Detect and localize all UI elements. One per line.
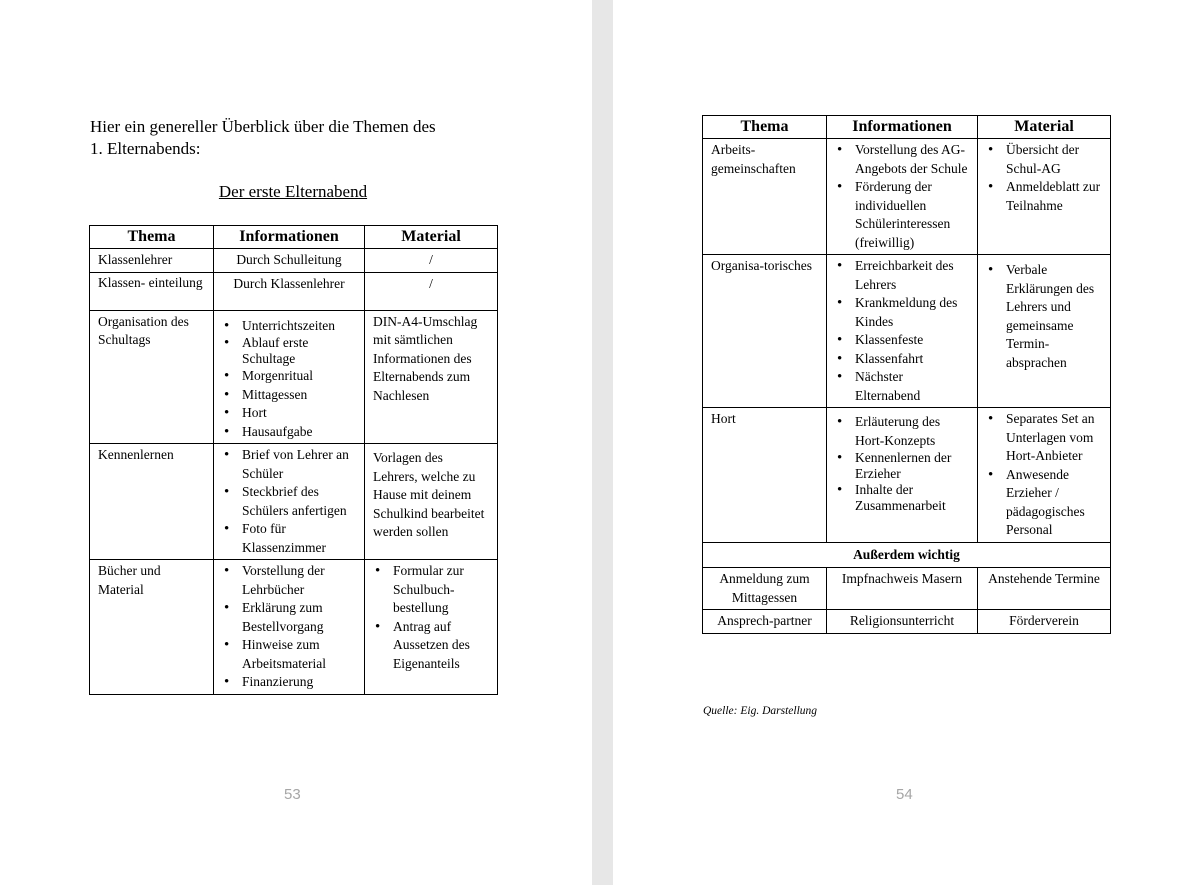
cell-info (214, 310, 365, 444)
cell-extra: Anstehende Termine (978, 568, 1111, 610)
cell-thema: Organisation des Schultags (90, 310, 214, 444)
list-item: • Steckbrief des Schülers anfertigen (222, 483, 356, 520)
table-header-row (703, 116, 1111, 139)
table-row (703, 255, 1111, 408)
material-list (373, 562, 489, 673)
cell-extra: Impfnachweis Masern (827, 568, 978, 610)
intro-paragraph (90, 116, 500, 160)
list-item: • Verbale Erklärungen des Lehrers und gemeinsame Termin-absprachen (986, 261, 1102, 372)
source-note: Quelle: Eig. Darstellung (703, 705, 818, 717)
cell-thema: Bücher und Material (90, 560, 214, 695)
section-row (703, 542, 1111, 568)
table-row (703, 568, 1111, 610)
elternabend-table-right (702, 115, 1111, 634)
header-thema: Thema (90, 226, 214, 249)
cell-extra: Ansprech-partner (703, 610, 827, 634)
table-title: Der erste Elternabend (218, 182, 368, 201)
document-page-53 (0, 0, 592, 885)
page-number: 53 (284, 786, 301, 803)
list-item: • Finanzierung (222, 673, 356, 692)
cell-material: / (365, 249, 498, 273)
cell-info (827, 408, 978, 543)
list-item: • Hinweise zum Arbeitsmaterial (222, 636, 356, 673)
table-row (90, 249, 498, 273)
cell-material: DIN-A4-Umschlag mit sämtlichen Informationen des Elternabends zum Nachlesen (365, 310, 498, 444)
table-row (703, 139, 1111, 255)
info-list (835, 413, 969, 514)
elternabend-table-left (89, 225, 498, 695)
list-item: • Förderung der individuellen Schülerinteressen (freiwillig) (835, 178, 969, 252)
list-item: • Formular zur Schulbuch-bestellung (373, 562, 489, 618)
list-item: • Foto für Klassenzimmer (222, 520, 356, 557)
cell-thema: Arbeits-gemeinschaften (703, 139, 827, 255)
list-item: • Vorstellung der Lehrbücher (222, 562, 356, 599)
table-row (90, 310, 498, 444)
table-row (90, 272, 498, 310)
list-item: • Inhalte der Zusammenarbeit (835, 482, 969, 514)
cell-material: / (365, 272, 498, 310)
cell-info (214, 560, 365, 695)
material-list (986, 261, 1102, 372)
cell-info (827, 139, 978, 255)
cell-info: Durch Klassenlehrer (214, 272, 365, 310)
info-list (835, 141, 969, 252)
list-item: • Ablauf erste Schultage (222, 335, 356, 367)
cell-material (978, 139, 1111, 255)
list-item: • Klassenfeste (835, 331, 969, 350)
list-item: • Separates Set an Unterlagen vom Hort-Anbieter (986, 410, 1102, 466)
cell-material (978, 255, 1111, 408)
material-list (986, 410, 1102, 540)
cell-thema: Kennenlernen (90, 444, 214, 560)
list-item: • Morgenritual (222, 367, 356, 386)
header-material: Material (978, 116, 1111, 139)
list-item: • Erklärung zum Bestellvorgang (222, 599, 356, 636)
list-item: • Hort (222, 404, 356, 423)
list-item: • Erläuterung des Hort-Konzepts (835, 413, 969, 450)
list-item: • Brief von Lehrer an Schüler (222, 446, 356, 483)
info-list (222, 317, 356, 442)
list-item: • Mittagessen (222, 386, 356, 405)
list-item: • Unterrichtszeiten (222, 317, 356, 336)
list-item: • Anwesende Erzieher / pädagogisches Personal (986, 466, 1102, 540)
cell-thema: Organisa-torisches (703, 255, 827, 408)
list-item: • Anmeldeblatt zur Teilnahme (986, 178, 1102, 215)
cell-material (365, 560, 498, 695)
table-row (90, 444, 498, 560)
cell-material (978, 408, 1111, 543)
info-list (835, 257, 969, 405)
cell-info (827, 255, 978, 408)
header-informationen: Informationen (827, 116, 978, 139)
intro-line-2: 1. Elternabends: (90, 139, 201, 158)
list-item: • Kennenlernen der Erzieher (835, 450, 969, 482)
cell-extra: Förderverein (978, 610, 1111, 634)
cell-extra: Anmeldung zum Mittagessen (703, 568, 827, 610)
header-material: Material (365, 226, 498, 249)
table-row (703, 408, 1111, 543)
cell-extra: Religionsunterricht (827, 610, 978, 634)
list-item: • Hausaufgabe (222, 423, 356, 442)
cell-thema: Hort (703, 408, 827, 543)
list-item: • Nächster Elternabend (835, 368, 969, 405)
material-list (986, 141, 1102, 215)
section-label: Außerdem wichtig (703, 542, 1111, 568)
header-informationen: Informationen (214, 226, 365, 249)
list-item: • Klassenfahrt (835, 350, 969, 369)
list-item: • Vorstellung des AG-Angebots der Schule (835, 141, 969, 178)
cell-thema: Klassen- einteilung (90, 272, 214, 310)
header-thema: Thema (703, 116, 827, 139)
cell-info (214, 444, 365, 560)
info-list (222, 446, 356, 557)
cell-info: Durch Schulleitung (214, 249, 365, 273)
list-item: • Erreichbarkeit des Lehrers (835, 257, 969, 294)
list-item: • Krankmeldung des Kindes (835, 294, 969, 331)
table-row (703, 610, 1111, 634)
table-header-row (90, 226, 498, 249)
table-row (90, 560, 498, 695)
intro-line-1: Hier ein genereller Überblick über die Themen des (90, 117, 436, 136)
info-list (222, 562, 356, 692)
cell-material: Vorlagen des Lehrers, welche zu Hause mit deinem Schulkind bearbeitet werden sollen (365, 444, 498, 560)
list-item: • Übersicht der Schul-AG (986, 141, 1102, 178)
cell-thema: Klassenlehrer (90, 249, 214, 273)
list-item: • Antrag auf Aussetzen des Eigenanteils (373, 618, 489, 674)
page-number: 54 (896, 786, 913, 803)
